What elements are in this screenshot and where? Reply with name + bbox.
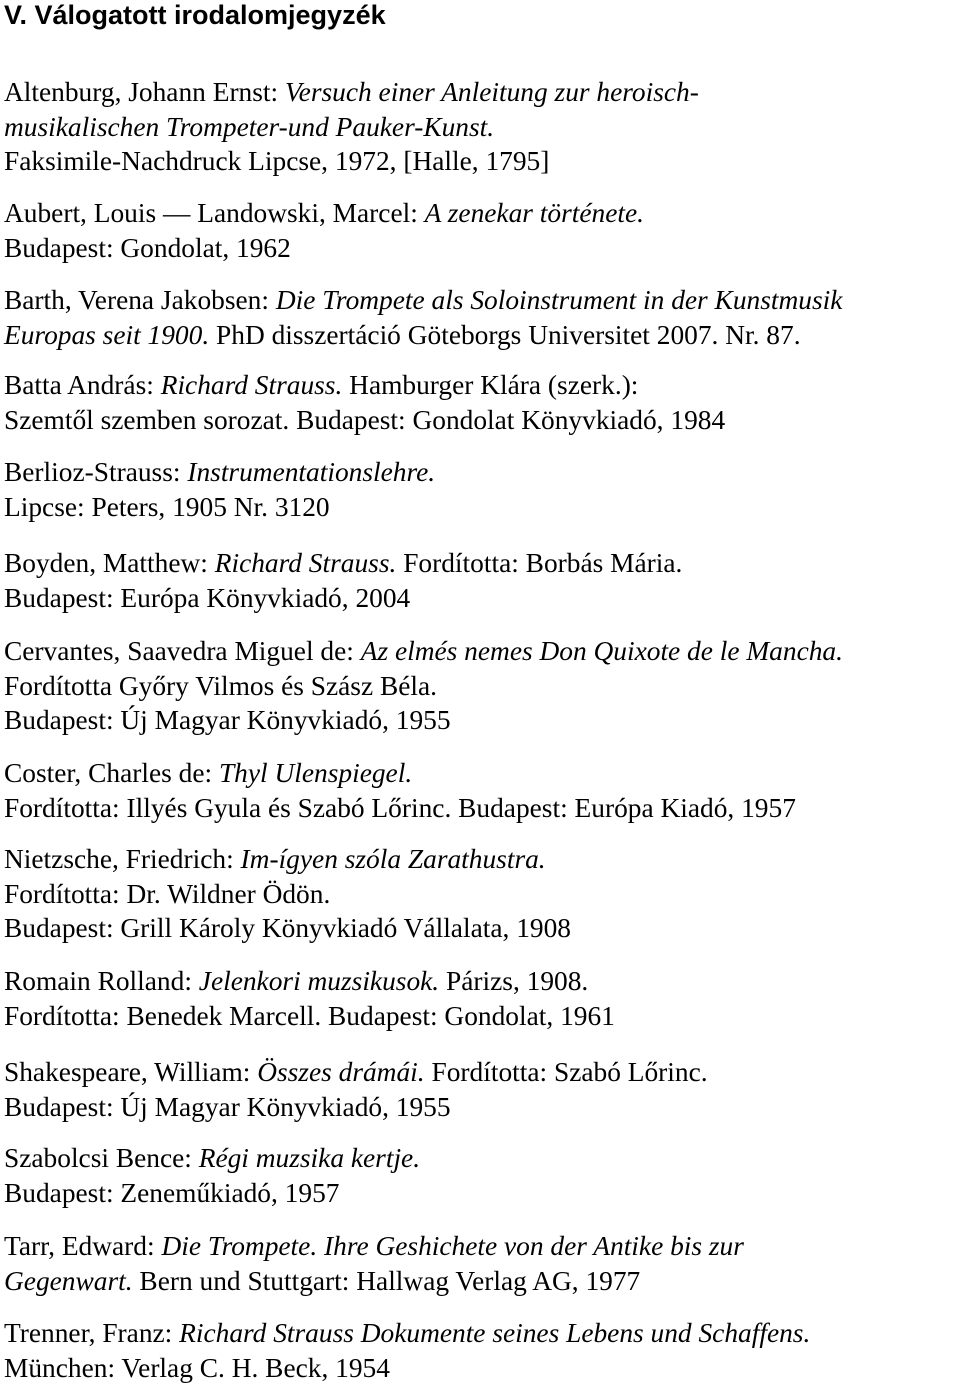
bibliography-entry (4, 1229, 744, 1298)
entry-line (4, 75, 699, 110)
bibliography-entry (4, 842, 571, 946)
entry-line (4, 669, 843, 704)
entry-text: Szabolcsi Bence: (4, 1143, 199, 1173)
entry-line (4, 877, 571, 912)
entry-line (4, 546, 682, 581)
entry-line (4, 110, 699, 145)
entry-line (4, 318, 842, 353)
entry-text: Faksimile-Nachdruck Lipcse, 1972, [Halle, 1795] (4, 146, 550, 176)
work-title: A zenekar története. (424, 198, 644, 228)
entry-line (4, 756, 796, 791)
entry-line (4, 1351, 810, 1386)
entry-line (4, 634, 843, 669)
entry-line (4, 368, 725, 403)
entry-line (4, 1264, 744, 1299)
entry-text: Altenburg, Johann Ernst: (4, 77, 285, 107)
entry-text: Hamburger Klára (szerk.): (342, 370, 639, 400)
entry-text: Coster, Charles de: (4, 758, 219, 788)
entry-text: Boyden, Matthew: (4, 548, 215, 578)
entry-line (4, 911, 571, 946)
entry-line (4, 703, 843, 738)
entry-text: Berlioz-Strauss: (4, 457, 188, 487)
entry-line (4, 842, 571, 877)
entry-text: Lipcse: Peters, 1905 Nr. 3120 (4, 491, 330, 522)
entry-line (4, 999, 615, 1034)
bibliography-entry (4, 368, 725, 437)
bibliography-entry (4, 1055, 708, 1124)
bibliography-entry (4, 455, 435, 524)
entry-text: Budapest: Zeneműkiadó, 1957 (4, 1177, 340, 1208)
entry-line (4, 581, 682, 616)
entry-line (4, 490, 435, 525)
work-title: Richard Strauss Dokumente seines Lebens und Schaffens. (179, 1318, 811, 1348)
entry-line (4, 283, 842, 318)
work-title: Instrumentationslehre. (187, 457, 436, 487)
work-title: musikalischen Trompeter-und Pauker-Kunst. (4, 111, 495, 142)
work-title: Összes drámái. (257, 1057, 425, 1087)
entry-text: Fordította: Borbás Mária. (396, 548, 683, 578)
entry-text: Shakespeare, William: (4, 1057, 258, 1087)
bibliography-entry (4, 756, 796, 825)
work-title: Versuch einer Anleitung zur heroisch- (284, 77, 699, 107)
entry-text: Cervantes, Saavedra Miguel de: (4, 636, 361, 666)
bibliography-entry (4, 75, 699, 179)
work-title: Thyl Ulenspiegel. (218, 758, 413, 788)
bibliography-entry (4, 546, 682, 615)
entry-text: Barth, Verena Jakobsen: (4, 285, 276, 315)
entry-line (4, 1055, 708, 1090)
entry-line (4, 231, 644, 266)
entry-text: Tarr, Edward: (4, 1231, 162, 1261)
entry-text: Bern und Stuttgart: Hallwag Verlag AG, 1977 (132, 1265, 641, 1296)
work-title: Régi muzsika kertje. (198, 1143, 421, 1173)
entry-line (4, 455, 435, 490)
entry-text: Budapest: Grill Károly Könyvkiadó Vállalata, 1908 (4, 913, 571, 943)
entry-line (4, 791, 796, 826)
work-title: Az elmés nemes Don Quixote de le Mancha. (360, 636, 843, 666)
entry-text: Budapest: Új Magyar Könyvkiadó, 1955 (4, 1091, 451, 1122)
entry-text: Trenner, Franz: (4, 1318, 180, 1348)
entry-text: München: Verlag C. H. Beck, 1954 (4, 1352, 390, 1383)
entry-line (4, 1090, 708, 1125)
bibliography-entry (4, 634, 843, 738)
entry-line (4, 964, 615, 999)
work-title: Jelenkori muzsikusok. (198, 966, 440, 996)
entry-line (4, 1229, 744, 1264)
entry-text: Szemtől szemben sorozat. Budapest: Gondolat Könyvkiadó, 1984 (4, 404, 726, 435)
section-title: V. Válogatott irodalomjegyzék (4, 0, 386, 30)
work-title: Die Trompete. Ihre Geshichete von der Antike bis zur (161, 1231, 744, 1261)
bibliography-entry (4, 196, 644, 265)
entry-text: Fordította: Benedek Marcell. Budapest: Gondolat, 1961 (4, 1000, 615, 1031)
entry-line (4, 196, 644, 231)
work-title: Im-ígyen szóla Zarathustra. (240, 844, 546, 874)
entry-text: Fordította: Illyés Gyula és Szabó Lőrinc. Budapest: Európa Kiadó, 1957 (4, 792, 796, 823)
entry-text: Budapest: Új Magyar Könyvkiadó, 1955 (4, 705, 451, 735)
bibliography-entry (4, 1141, 420, 1210)
entry-text: Fordította Győry Vilmos és Szász Béla. (4, 670, 438, 701)
entry-text: Nietzsche, Friedrich: (4, 844, 241, 874)
bibliography-entry (4, 283, 842, 352)
entry-line (4, 1316, 810, 1351)
work-title: Richard Strauss. (214, 548, 397, 578)
bibliography-entry (4, 1316, 810, 1385)
bibliography-entry (4, 964, 615, 1033)
work-title: Europas seit 1900. (4, 319, 210, 350)
entry-text: Budapest: Európa Könyvkiadó, 2004 (4, 582, 411, 613)
work-title: Die Trompete als Soloinstrument in der Kunstmusik (275, 285, 843, 315)
entry-text: Budapest: Gondolat, 1962 (4, 232, 291, 263)
work-title: Gegenwart. (4, 1265, 133, 1296)
entry-line (4, 1176, 420, 1211)
work-title: Richard Strauss. (160, 370, 343, 400)
entry-text: Párizs, 1908. (439, 966, 589, 996)
entry-text: Fordította: Szabó Lőrinc. (424, 1057, 708, 1087)
entry-text: Romain Rolland: (4, 966, 199, 996)
entry-text: Batta András: (4, 370, 161, 400)
entry-text: Aubert, Louis — Landowski, Marcel: (4, 198, 425, 228)
entry-text: PhD disszertáció Göteborgs Universitet 2007. Nr. 87. (209, 319, 801, 350)
entry-line (4, 144, 699, 179)
entry-line (4, 1141, 420, 1176)
entry-line (4, 403, 725, 438)
entry-text: Fordította: Dr. Wildner Ödön. (4, 878, 331, 909)
